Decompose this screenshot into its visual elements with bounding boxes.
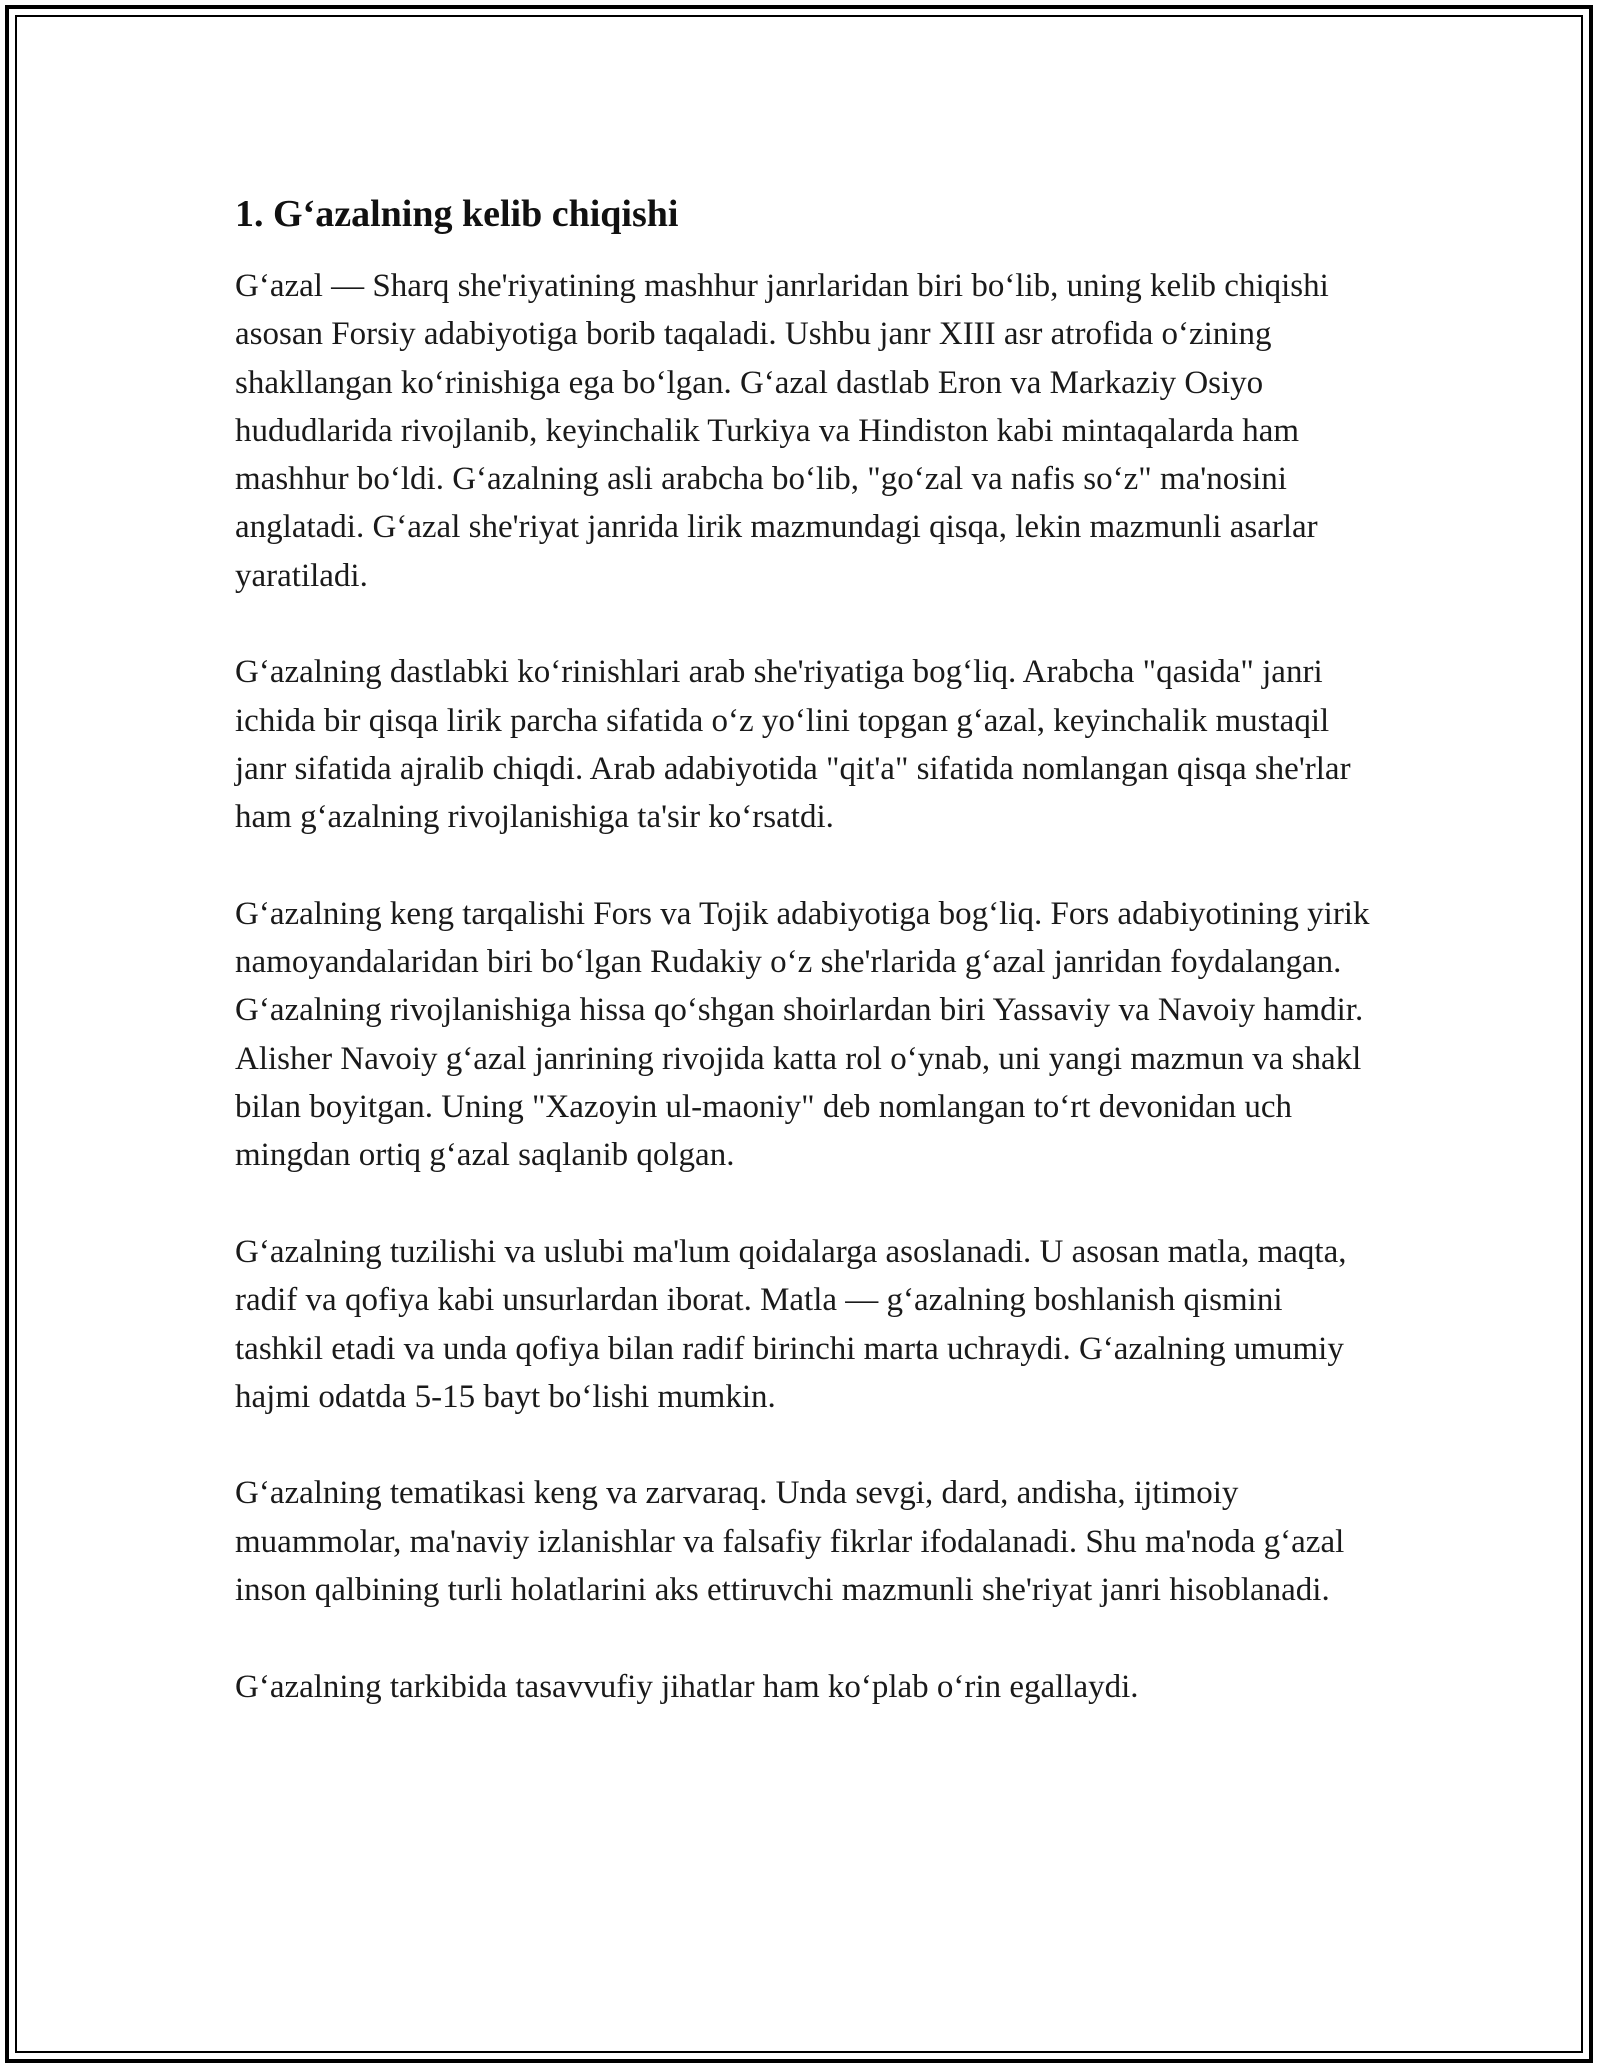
paragraph-origin: G‘azal — Sharq she'riyatining mashhur janrlaridan biri bo‘lib, uning kelib chiqishi asosan Forsiy adabiyotiga borib taqaladi. Ushbu janr XIII asr atrofida o‘zining shakllangan ko‘rinishiga ega bo‘lgan. G‘azal dastlab Eron va Markaziy Osiyo hududlarida rivojlanib, keyinchalik Turkiya va Hindiston kabi mintaqalarda ham mashhur bo‘ldi. G‘azalning asli arabcha bo‘lib, "go‘zal va nafis so‘z" ma'nosini anglatadi. G‘azal she'riyat janrida lirik mazmundagi qisqa, lekin mazmunli asarlar yaratiladi. — [235, 268, 1329, 594]
document-body — [235, 188, 1375, 1711]
section-heading: 1. G‘azalning kelib chiqishi — [235, 193, 679, 235]
paragraph-arabic-roots: G‘azalning dastlabki ko‘rinishlari arab she'riyatiga bog‘liq. Arabcha "qasida" janri ichida bir qisqa lirik parcha sifatida o‘z yo‘lini topgan g‘azal, keyinchalik mustaqil janr sifatida ajralib chiqdi. Arab adabiyotida "qit'a" sifatida nomlangan qisqa she'rlar ham g‘azalning rivojlanishiga ta'sir ko‘rsatdi. — [235, 654, 1351, 836]
paragraph-structure: G‘azalning tuzilishi va uslubi ma'lum qoidalarga asoslanadi. U asosan matla, maqta, radif va qofiya kabi unsurlardan iborat. Matla — g‘azalning boshlanish qismini tashkil etadi va unda qofiya bilan radif birinchi marta uchraydi. G‘azalning umumiy hajmi odatda 5-15 bayt bo‘lishi mumkin. — [235, 1233, 1347, 1415]
paragraph-sufism: G‘azalning tarkibida tasavvufiy jihatlar ham ko‘plab o‘rin egallaydi. — [235, 1668, 1139, 1705]
paragraph-persian-spread: G‘azalning keng tarqalishi Fors va Tojik adabiyotiga bog‘liq. Fors adabiyotining yirik namoyandalaridan biri bo‘lgan Rudakiy o‘z she'rlarida g‘azal janridan foydalangan. G‘azalning rivojlanishiga hissa qo‘shgan shoirlardan biri Yassaviy va Navoiy hamdir. Alisher Navoiy g‘azal janrining rivojida katta rol o‘ynab, uni yangi mazmun va shakl bilan boyitgan. Uning "Xazoyin ul-maoniy" deb nomlangan to‘rt devonidan uch mingdan ortiq g‘azal saqlanib qolgan. — [235, 895, 1370, 1174]
paragraph-themes: G‘azalning tematikasi keng va zarvaraq. Unda sevgi, dard, andisha, ijtimoiy muammolar, ma'naviy izlanishlar va falsafiy fikrlar ifodalanadi. Shu ma'noda g‘azal inson qalbining turli holatlarini aks ettiruvchi mazmunli she'riyat janri hisoblanadi. — [235, 1475, 1345, 1609]
